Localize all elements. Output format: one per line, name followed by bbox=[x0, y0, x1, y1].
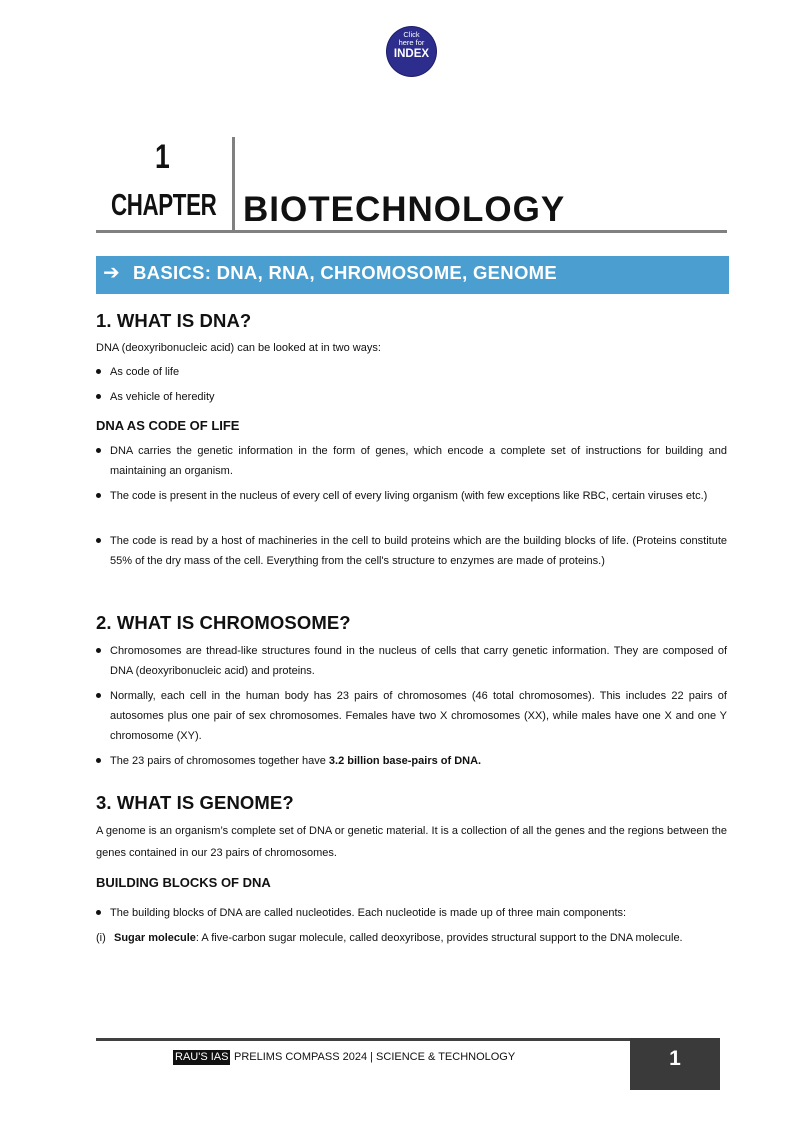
item-number: (i) bbox=[96, 932, 106, 944]
bullet-icon bbox=[96, 538, 101, 543]
bullet-icon bbox=[96, 448, 101, 453]
list-item: The code is read by a host of machineries in the cell to build proteins which are the building blocks of life. (Proteins constitute 55% of the dry mass of the cell. Everything from the cell's structure to enzymes are made of proteins.) bbox=[96, 531, 727, 571]
numbered-item: (i) Sugar molecule: A five-carbon sugar molecule, called deoxyribose, provides structural support to the DNA molecule. bbox=[96, 927, 727, 950]
section-3-heading: 3. WHAT IS GENOME? bbox=[96, 792, 294, 813]
footer-divider bbox=[96, 1038, 631, 1041]
chapter-title: BIOTECHNOLOGY bbox=[243, 190, 566, 229]
list-item: As vehicle of heredity bbox=[96, 387, 727, 407]
list-item: Normally, each cell in the human body has 23 pairs of chromosomes (46 total chromosomes). This includes 22 pairs of autosomes plus one pair of sex chromosomes. Females have two X chromosomes (XX), while males have one X and one Y chromosome (XY). bbox=[96, 686, 727, 746]
section-1-heading: 1. WHAT IS DNA? bbox=[96, 310, 252, 331]
index-link-button[interactable] bbox=[387, 27, 436, 76]
bullet-icon bbox=[96, 394, 101, 399]
list-item: The code is present in the nucleus of every cell of every living organism (with few exceptions like RBC, certain viruses etc.) bbox=[96, 486, 727, 506]
arrow-right-icon: ➔ bbox=[103, 262, 121, 284]
chapter-divider-horizontal bbox=[96, 230, 727, 233]
subheading-building-blocks: BUILDING BLOCKS OF DNA bbox=[96, 875, 271, 890]
highlight-text: 3.2 billion base-pairs of DNA. bbox=[328, 755, 482, 767]
chapter-divider-vertical bbox=[232, 137, 235, 232]
chapter-number: 1 bbox=[155, 138, 170, 176]
index-button-line1: Click bbox=[403, 30, 420, 39]
index-button-line2: here for bbox=[398, 38, 425, 47]
section-1-intro: DNA (deoxyribonucleic acid) can be looked at in two ways: bbox=[96, 342, 381, 354]
chapter-label: CHAPTER bbox=[111, 187, 217, 222]
list-item: Chromosomes are thread-like structures found in the nucleus of cells that carry genetic information. They are composed of DNA (deoxyribonucleic acid) and proteins. bbox=[96, 641, 727, 681]
banner-title: BASICS: DNA, RNA, CHROMOSOME, GENOME bbox=[133, 262, 557, 283]
footer-brand: RAU'S IAS bbox=[175, 1051, 229, 1063]
page-number: 1 bbox=[630, 1038, 720, 1090]
bullet-icon bbox=[96, 369, 101, 374]
section-banner bbox=[96, 256, 729, 294]
section-2-heading: 2. WHAT IS CHROMOSOME? bbox=[96, 612, 351, 633]
bullet-icon bbox=[96, 910, 101, 915]
index-button-line3: INDEX bbox=[393, 48, 430, 60]
list-item: The building blocks of DNA are called nucleotides. Each nucleotide is made up of three main components: bbox=[96, 903, 727, 923]
bullet-icon bbox=[96, 648, 101, 653]
section-3-paragraph: A genome is an organism’s complete set of DNA or genetic material. It is a collection of all the genes and the regions between the genes contained in our 23 pairs of chromosomes. bbox=[96, 825, 727, 859]
list-item: As code of life bbox=[96, 362, 727, 382]
list-item: DNA carries the genetic information in the form of genes, which encode a complete set of instructions for building and maintaining an organism. bbox=[96, 441, 727, 481]
item-term: Sugar molecule bbox=[114, 932, 196, 944]
subheading-dna-code-of-life: DNA AS CODE OF LIFE bbox=[96, 418, 240, 433]
bullet-icon bbox=[96, 693, 101, 698]
footer-text: PRELIMS COMPASS 2024 | SCIENCE & TECHNOLOGY bbox=[234, 1051, 516, 1063]
list-item: The 23 pairs of chromosomes together have 3.2 billion base-pairs of DNA. bbox=[96, 751, 727, 771]
bullet-icon bbox=[96, 493, 101, 498]
bullet-icon bbox=[96, 758, 101, 763]
